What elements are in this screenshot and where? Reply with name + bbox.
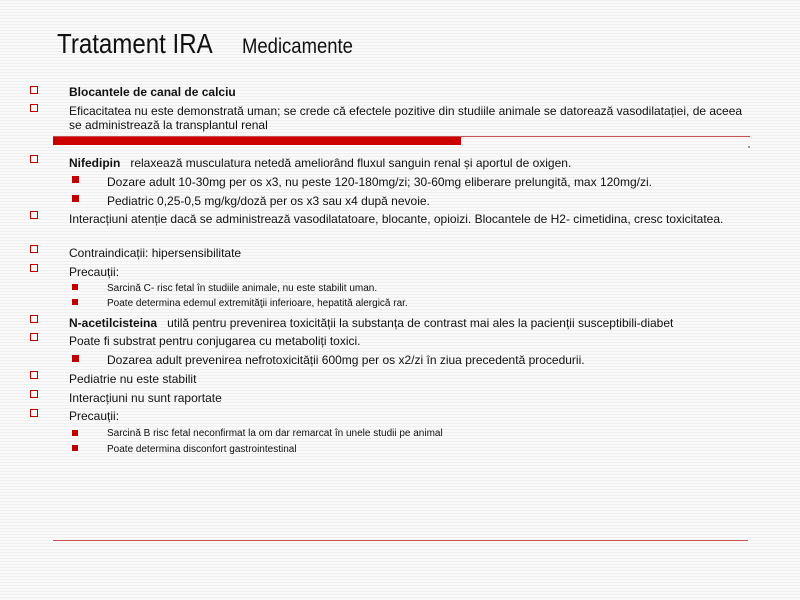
hollow-square-bullet-icon — [30, 86, 38, 94]
hollow-square-bullet-icon — [30, 390, 38, 398]
pediatrie: Pediatrie nu este stabilit — [69, 372, 197, 386]
filled-square-bullet-icon — [72, 195, 79, 202]
substrat: Poate fi substrat pentru conjugarea cu metaboliți toxici. — [69, 334, 361, 348]
hollow-square-bullet-icon — [30, 104, 38, 112]
nifedipin-name: Nifedipin — [69, 156, 121, 170]
nifedipin-desc: relaxează musculatura netedă ameliorând fluxul sanguin renal și aportul de oxigen. — [130, 156, 572, 170]
hollow-square-bullet-icon — [30, 315, 38, 323]
nac-name: N-acetilcisteina — [69, 316, 158, 330]
interactiuni-1: Interacțiuni atenție dacă se administrează vasodilatatoare, blocante, opioizi. Blocantele de H2- cimetidina, cresc toxicitatea. — [69, 212, 724, 226]
nac-item — [69, 316, 754, 330]
hollow-square-bullet-icon — [30, 333, 38, 341]
interactiuni-2: Interacțiuni nu sunt raportate — [69, 391, 222, 405]
hollow-square-bullet-icon — [30, 371, 38, 379]
nac-dozarea: Dozarea adult prevenirea nefrotoxicității 600mg per os x2/zi în ziua precedentă procedurii. — [107, 353, 585, 367]
nifedipin-item — [69, 156, 754, 170]
filled-square-bullet-icon — [72, 299, 78, 305]
hollow-square-bullet-icon — [30, 155, 38, 163]
precautii-1: Precauții: — [69, 265, 120, 279]
sarcina-c: Sarcină C- risc fetal în studiile animale, nu este stabilit uman. — [107, 283, 378, 294]
filled-square-bullet-icon — [72, 445, 78, 451]
hollow-square-bullet-icon — [30, 211, 38, 219]
filled-square-bullet-icon — [72, 430, 78, 436]
disconfort: Poate determina disconfort gastrointestinal — [107, 444, 297, 455]
nifedipin-pediatric: Pediatric 0,25-0,5 mg/kg/doză per os x3 sau x4 după nevoie. — [107, 194, 430, 208]
divider-red-bar — [53, 137, 461, 145]
nifedipin-dozare: Dozare adult 10-30mg per os x3, nu peste 120-180mg/zi; 30-60mg eliberare prelungită, max 120mg/zi. — [107, 175, 652, 189]
title-main: Tratament IRA — [57, 28, 213, 59]
blocante-heading: Blocantele de canal de calciu — [69, 85, 236, 99]
filled-square-bullet-icon — [72, 355, 79, 362]
hollow-square-bullet-icon — [30, 264, 38, 272]
slide-title — [57, 28, 369, 60]
hollow-square-bullet-icon — [30, 245, 38, 253]
filled-square-bullet-icon — [72, 176, 79, 183]
bottom-divider-line — [53, 540, 748, 541]
filled-square-bullet-icon — [72, 284, 78, 290]
precautii-2: Precauții: — [69, 409, 120, 423]
eficacitate-text: Eficacitatea nu este demonstrată uman; se crede că efectele pozitive din studiile animale se datorează vasodilatației, de aceea se administrează la transplantul renal — [69, 104, 743, 132]
divider-tick — [748, 146, 750, 148]
hollow-square-bullet-icon — [30, 409, 38, 417]
edem: Poate determina edemul extremităţii inferioare, hepatită alergică rar. — [107, 298, 408, 309]
contraindicatii: Contraindicații: hipersensibilitate — [69, 246, 242, 260]
title-sub: Medicamente — [242, 35, 354, 58]
nac-desc: utilă pentru prevenirea toxicității la substanța de contrast mai ales la pacienții susceptibili-diabet — [167, 316, 674, 330]
sarcina-b: Sarcină B risc fetal neconfirmat la om dar remarcat în unele studii pe animal — [107, 428, 443, 439]
